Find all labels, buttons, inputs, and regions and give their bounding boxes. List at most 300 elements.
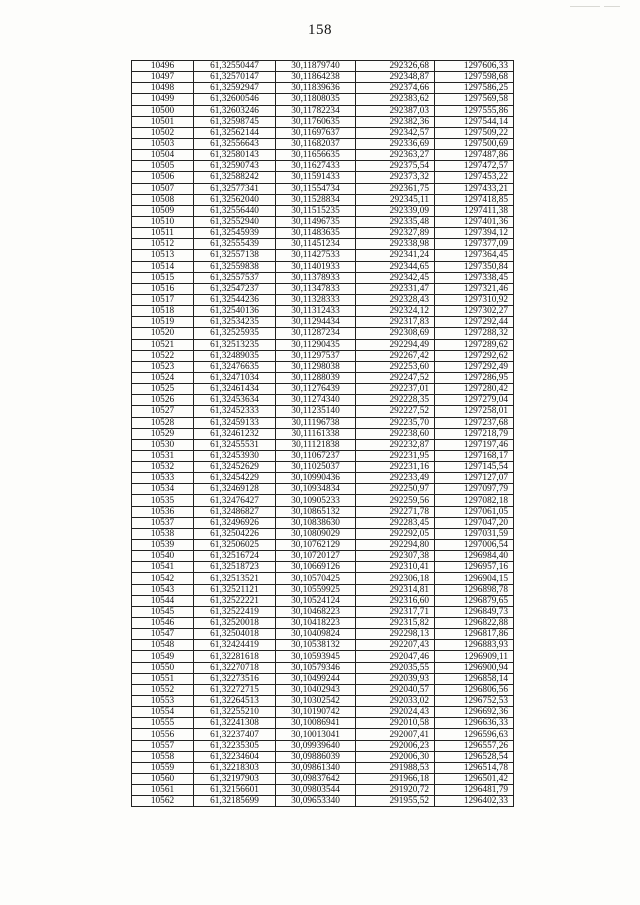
table-row — [132, 116, 514, 127]
x-coordinate-cell: 292315,82 — [356, 618, 435, 629]
latitude-cell: 61,32496926 — [194, 517, 276, 528]
point-number-cell: 10547 — [132, 629, 194, 640]
longitude-cell: 30,11287234 — [276, 328, 356, 339]
y-coordinate-cell: 1297569,58 — [435, 94, 514, 105]
coordinates-table-body — [132, 61, 514, 807]
latitude-cell: 61,32281618 — [194, 651, 276, 662]
y-coordinate-cell: 1297509,22 — [435, 127, 514, 138]
y-coordinate-cell: 1297321,46 — [435, 283, 514, 294]
table-row — [132, 183, 514, 194]
longitude-cell: 30,11839636 — [276, 83, 356, 94]
coordinates-table — [131, 60, 514, 807]
longitude-cell: 30,11864238 — [276, 72, 356, 83]
latitude-cell: 61,32556643 — [194, 138, 276, 149]
longitude-cell: 30,11294434 — [276, 317, 356, 328]
latitude-cell: 61,32518723 — [194, 562, 276, 573]
longitude-cell: 30,10538132 — [276, 640, 356, 651]
x-coordinate-cell: 292310,41 — [356, 562, 435, 573]
longitude-cell: 30,11483635 — [276, 228, 356, 239]
longitude-cell: 30,11312433 — [276, 306, 356, 317]
x-coordinate-cell: 292316,60 — [356, 595, 435, 606]
x-coordinate-cell: 292231,95 — [356, 450, 435, 461]
table-row — [132, 562, 514, 573]
point-number-cell: 10551 — [132, 673, 194, 684]
y-coordinate-cell: 1296402,33 — [435, 796, 514, 807]
latitude-cell: 61,32476427 — [194, 495, 276, 506]
latitude-cell: 61,32559838 — [194, 261, 276, 272]
latitude-cell: 61,32540136 — [194, 306, 276, 317]
latitude-cell: 61,32469128 — [194, 484, 276, 495]
table-row — [132, 696, 514, 707]
point-number-cell: 10510 — [132, 216, 194, 227]
table-row — [132, 484, 514, 495]
longitude-cell: 30,10086941 — [276, 718, 356, 729]
latitude-cell: 61,32603246 — [194, 105, 276, 116]
y-coordinate-cell: 1297453,22 — [435, 172, 514, 183]
latitude-cell: 61,32555439 — [194, 239, 276, 250]
point-number-cell: 10523 — [132, 361, 194, 372]
point-number-cell: 10506 — [132, 172, 194, 183]
point-number-cell: 10512 — [132, 239, 194, 250]
x-coordinate-cell: 292363,27 — [356, 150, 435, 161]
latitude-cell: 61,32264513 — [194, 696, 276, 707]
latitude-cell: 61,32577341 — [194, 183, 276, 194]
point-number-cell: 10536 — [132, 506, 194, 517]
latitude-cell: 61,32185699 — [194, 796, 276, 807]
point-number-cell: 10520 — [132, 328, 194, 339]
y-coordinate-cell: 1296481,79 — [435, 785, 514, 796]
latitude-cell: 61,32270718 — [194, 662, 276, 673]
x-coordinate-cell: 292361,75 — [356, 183, 435, 194]
point-number-cell: 10553 — [132, 696, 194, 707]
x-coordinate-cell: 292314,81 — [356, 584, 435, 595]
longitude-cell: 30,11451234 — [276, 239, 356, 250]
longitude-cell: 30,09653340 — [276, 796, 356, 807]
x-coordinate-cell: 292324,12 — [356, 306, 435, 317]
longitude-cell: 30,10524124 — [276, 595, 356, 606]
x-coordinate-cell: 292335,48 — [356, 216, 435, 227]
x-coordinate-cell: 292259,56 — [356, 495, 435, 506]
y-coordinate-cell: 1296883,93 — [435, 640, 514, 651]
y-coordinate-cell: 1296514,78 — [435, 762, 514, 773]
y-coordinate-cell: 1296822,88 — [435, 618, 514, 629]
table-row — [132, 150, 514, 161]
table-row — [132, 606, 514, 617]
point-number-cell: 10519 — [132, 317, 194, 328]
table-row — [132, 439, 514, 450]
longitude-cell: 30,10190742 — [276, 707, 356, 718]
latitude-cell: 61,32521121 — [194, 584, 276, 595]
longitude-cell: 30,10418223 — [276, 618, 356, 629]
y-coordinate-cell: 1296849,73 — [435, 606, 514, 617]
latitude-cell: 61,32562144 — [194, 127, 276, 138]
x-coordinate-cell: 292298,13 — [356, 629, 435, 640]
y-coordinate-cell: 1297401,36 — [435, 216, 514, 227]
y-coordinate-cell: 1297394,12 — [435, 228, 514, 239]
x-coordinate-cell: 292267,42 — [356, 350, 435, 361]
table-row — [132, 640, 514, 651]
y-coordinate-cell: 1297006,54 — [435, 540, 514, 551]
table-row — [132, 718, 514, 729]
table-row — [132, 138, 514, 149]
point-number-cell: 10561 — [132, 785, 194, 796]
longitude-cell: 30,11591433 — [276, 172, 356, 183]
x-coordinate-cell: 292010,58 — [356, 718, 435, 729]
point-number-cell: 10529 — [132, 428, 194, 439]
y-coordinate-cell: 1297082,18 — [435, 495, 514, 506]
point-number-cell: 10501 — [132, 116, 194, 127]
table-row — [132, 317, 514, 328]
point-number-cell: 10502 — [132, 127, 194, 138]
point-number-cell: 10530 — [132, 439, 194, 450]
y-coordinate-cell: 1297292,62 — [435, 350, 514, 361]
point-number-cell: 10535 — [132, 495, 194, 506]
x-coordinate-cell: 292006,23 — [356, 740, 435, 751]
x-coordinate-cell: 292233,49 — [356, 473, 435, 484]
table-row — [132, 662, 514, 673]
point-number-cell: 10513 — [132, 250, 194, 261]
table-row — [132, 339, 514, 350]
x-coordinate-cell: 292294,49 — [356, 339, 435, 350]
y-coordinate-cell: 1297197,46 — [435, 439, 514, 450]
longitude-cell: 30,10669126 — [276, 562, 356, 573]
x-coordinate-cell: 292308,69 — [356, 328, 435, 339]
latitude-cell: 61,32452629 — [194, 462, 276, 473]
x-coordinate-cell: 292237,01 — [356, 384, 435, 395]
latitude-cell: 61,32237407 — [194, 729, 276, 740]
latitude-cell: 61,32454229 — [194, 473, 276, 484]
table-row — [132, 417, 514, 428]
table-row — [132, 72, 514, 83]
latitude-cell: 61,32522221 — [194, 595, 276, 606]
x-coordinate-cell: 292327,89 — [356, 228, 435, 239]
y-coordinate-cell: 1297598,68 — [435, 72, 514, 83]
point-number-cell: 10515 — [132, 272, 194, 283]
latitude-cell: 61,32461232 — [194, 428, 276, 439]
y-coordinate-cell: 1297289,62 — [435, 339, 514, 350]
y-coordinate-cell: 1296692,36 — [435, 707, 514, 718]
y-coordinate-cell: 1296904,15 — [435, 573, 514, 584]
longitude-cell: 30,11297537 — [276, 350, 356, 361]
x-coordinate-cell: 292024,43 — [356, 707, 435, 718]
longitude-cell: 30,11528834 — [276, 194, 356, 205]
point-number-cell: 10555 — [132, 718, 194, 729]
latitude-cell: 61,32453634 — [194, 395, 276, 406]
latitude-cell: 61,32272715 — [194, 684, 276, 695]
y-coordinate-cell: 1297145,54 — [435, 462, 514, 473]
point-number-cell: 10546 — [132, 618, 194, 629]
y-coordinate-cell: 1297487,86 — [435, 150, 514, 161]
point-number-cell: 10499 — [132, 94, 194, 105]
x-coordinate-cell: 292342,45 — [356, 272, 435, 283]
y-coordinate-cell: 1297237,68 — [435, 417, 514, 428]
y-coordinate-cell: 1297606,33 — [435, 61, 514, 72]
point-number-cell: 10548 — [132, 640, 194, 651]
longitude-cell: 30,11328333 — [276, 294, 356, 305]
y-coordinate-cell: 1297411,38 — [435, 205, 514, 216]
table-row — [132, 595, 514, 606]
longitude-cell: 30,11496735 — [276, 216, 356, 227]
x-coordinate-cell: 292348,87 — [356, 72, 435, 83]
table-row — [132, 395, 514, 406]
table-row — [132, 294, 514, 305]
table-row — [132, 584, 514, 595]
latitude-cell: 61,32562040 — [194, 194, 276, 205]
x-coordinate-cell: 292307,38 — [356, 551, 435, 562]
latitude-cell: 61,32234604 — [194, 751, 276, 762]
longitude-cell: 30,10593945 — [276, 651, 356, 662]
table-row — [132, 194, 514, 205]
point-number-cell: 10557 — [132, 740, 194, 751]
latitude-cell: 61,32550447 — [194, 61, 276, 72]
latitude-cell: 61,32453930 — [194, 450, 276, 461]
point-number-cell: 10516 — [132, 283, 194, 294]
longitude-cell: 30,09886039 — [276, 751, 356, 762]
latitude-cell: 61,32552940 — [194, 216, 276, 227]
point-number-cell: 10537 — [132, 517, 194, 528]
x-coordinate-cell: 292035,55 — [356, 662, 435, 673]
x-coordinate-cell: 292039,93 — [356, 673, 435, 684]
x-coordinate-cell: 292250,97 — [356, 484, 435, 495]
longitude-cell: 30,11401933 — [276, 261, 356, 272]
table-row — [132, 495, 514, 506]
table-row — [132, 172, 514, 183]
y-coordinate-cell: 1297097,79 — [435, 484, 514, 495]
table-row — [132, 729, 514, 740]
longitude-cell: 30,11288039 — [276, 372, 356, 383]
point-number-cell: 10533 — [132, 473, 194, 484]
table-row — [132, 406, 514, 417]
latitude-cell: 61,32547237 — [194, 283, 276, 294]
longitude-cell: 30,10402943 — [276, 684, 356, 695]
table-row — [132, 216, 514, 227]
latitude-cell: 61,32600546 — [194, 94, 276, 105]
latitude-cell: 61,32557138 — [194, 250, 276, 261]
x-coordinate-cell: 292207,43 — [356, 640, 435, 651]
table-row — [132, 350, 514, 361]
y-coordinate-cell: 1296636,33 — [435, 718, 514, 729]
x-coordinate-cell: 292339,09 — [356, 205, 435, 216]
table-row — [132, 528, 514, 539]
longitude-cell: 30,10838630 — [276, 517, 356, 528]
point-number-cell: 10503 — [132, 138, 194, 149]
y-coordinate-cell: 1296557,26 — [435, 740, 514, 751]
table-row — [132, 796, 514, 807]
y-coordinate-cell: 1297472,57 — [435, 161, 514, 172]
y-coordinate-cell: 1296501,42 — [435, 774, 514, 785]
point-number-cell: 10514 — [132, 261, 194, 272]
point-number-cell: 10542 — [132, 573, 194, 584]
point-number-cell: 10496 — [132, 61, 194, 72]
latitude-cell: 61,32235305 — [194, 740, 276, 751]
x-coordinate-cell: 292375,54 — [356, 161, 435, 172]
latitude-cell: 61,32455531 — [194, 439, 276, 450]
latitude-cell: 61,32452333 — [194, 406, 276, 417]
x-coordinate-cell: 292294,80 — [356, 540, 435, 551]
y-coordinate-cell: 1297302,27 — [435, 306, 514, 317]
latitude-cell: 61,32545939 — [194, 228, 276, 239]
table-row — [132, 161, 514, 172]
longitude-cell: 30,10302542 — [276, 696, 356, 707]
longitude-cell: 30,11067237 — [276, 450, 356, 461]
y-coordinate-cell: 1297544,14 — [435, 116, 514, 127]
y-coordinate-cell: 1296909,11 — [435, 651, 514, 662]
latitude-cell: 61,32218303 — [194, 762, 276, 773]
x-coordinate-cell: 292317,71 — [356, 606, 435, 617]
longitude-cell: 30,11682037 — [276, 138, 356, 149]
table-row — [132, 384, 514, 395]
longitude-cell: 30,10559925 — [276, 584, 356, 595]
longitude-cell: 30,10865132 — [276, 506, 356, 517]
y-coordinate-cell: 1297061,05 — [435, 506, 514, 517]
y-coordinate-cell: 1296879,65 — [435, 595, 514, 606]
y-coordinate-cell: 1297258,01 — [435, 406, 514, 417]
y-coordinate-cell: 1297418,85 — [435, 194, 514, 205]
longitude-cell: 30,10905233 — [276, 495, 356, 506]
latitude-cell: 61,32534235 — [194, 317, 276, 328]
y-coordinate-cell: 1296984,40 — [435, 551, 514, 562]
y-coordinate-cell: 1296806,56 — [435, 684, 514, 695]
longitude-cell: 30,10809029 — [276, 528, 356, 539]
longitude-cell: 30,10499244 — [276, 673, 356, 684]
x-coordinate-cell: 292231,16 — [356, 462, 435, 473]
latitude-cell: 61,32590743 — [194, 161, 276, 172]
y-coordinate-cell: 1297031,59 — [435, 528, 514, 539]
point-number-cell: 10562 — [132, 796, 194, 807]
point-number-cell: 10524 — [132, 372, 194, 383]
table-row — [132, 127, 514, 138]
latitude-cell: 61,32486827 — [194, 506, 276, 517]
latitude-cell: 61,32513521 — [194, 573, 276, 584]
y-coordinate-cell: 1296596,63 — [435, 729, 514, 740]
latitude-cell: 61,32592947 — [194, 83, 276, 94]
x-coordinate-cell: 292344,65 — [356, 261, 435, 272]
latitude-cell: 61,32513235 — [194, 339, 276, 350]
table-row — [132, 283, 514, 294]
table-row — [132, 228, 514, 239]
point-number-cell: 10550 — [132, 662, 194, 673]
point-number-cell: 10532 — [132, 462, 194, 473]
table-row — [132, 651, 514, 662]
latitude-cell: 61,32520018 — [194, 618, 276, 629]
x-coordinate-cell: 292326,68 — [356, 61, 435, 72]
latitude-cell: 61,32197903 — [194, 774, 276, 785]
y-coordinate-cell: 1296957,16 — [435, 562, 514, 573]
x-coordinate-cell: 292238,60 — [356, 428, 435, 439]
y-coordinate-cell: 1297279,04 — [435, 395, 514, 406]
latitude-cell: 61,32557537 — [194, 272, 276, 283]
point-number-cell: 10521 — [132, 339, 194, 350]
table-row — [132, 473, 514, 484]
y-coordinate-cell: 1297292,49 — [435, 361, 514, 372]
point-number-cell: 10554 — [132, 707, 194, 718]
point-number-cell: 10531 — [132, 450, 194, 461]
latitude-cell: 61,32544236 — [194, 294, 276, 305]
x-coordinate-cell: 292387,03 — [356, 105, 435, 116]
latitude-cell: 61,32156601 — [194, 785, 276, 796]
y-coordinate-cell: 1297168,17 — [435, 450, 514, 461]
longitude-cell: 30,10013041 — [276, 729, 356, 740]
longitude-cell: 30,11196738 — [276, 417, 356, 428]
point-number-cell: 10560 — [132, 774, 194, 785]
y-coordinate-cell: 1296752,53 — [435, 696, 514, 707]
table-row — [132, 540, 514, 551]
table-row — [132, 61, 514, 72]
x-coordinate-cell: 292006,30 — [356, 751, 435, 762]
x-coordinate-cell: 292345,11 — [356, 194, 435, 205]
point-number-cell: 10545 — [132, 606, 194, 617]
latitude-cell: 61,32516724 — [194, 551, 276, 562]
latitude-cell: 61,32504226 — [194, 528, 276, 539]
table-row — [132, 205, 514, 216]
x-coordinate-cell: 292228,35 — [356, 395, 435, 406]
table-row — [132, 506, 514, 517]
point-number-cell: 10539 — [132, 540, 194, 551]
scan-mark — [570, 6, 600, 7]
y-coordinate-cell: 1296528,54 — [435, 751, 514, 762]
point-number-cell: 10525 — [132, 384, 194, 395]
table-row — [132, 573, 514, 584]
point-number-cell: 10556 — [132, 729, 194, 740]
table-row — [132, 751, 514, 762]
longitude-cell: 30,10570425 — [276, 573, 356, 584]
table-row — [132, 785, 514, 796]
y-coordinate-cell: 1297286,95 — [435, 372, 514, 383]
x-coordinate-cell: 291988,53 — [356, 762, 435, 773]
latitude-cell: 61,32273516 — [194, 673, 276, 684]
point-number-cell: 10540 — [132, 551, 194, 562]
point-number-cell: 10544 — [132, 595, 194, 606]
longitude-cell: 30,09861340 — [276, 762, 356, 773]
y-coordinate-cell: 1296898,78 — [435, 584, 514, 595]
table-row — [132, 740, 514, 751]
y-coordinate-cell: 1297350,84 — [435, 261, 514, 272]
longitude-cell: 30,11427533 — [276, 250, 356, 261]
table-row — [132, 450, 514, 461]
point-number-cell: 10549 — [132, 651, 194, 662]
longitude-cell: 30,11656635 — [276, 150, 356, 161]
x-coordinate-cell: 292271,78 — [356, 506, 435, 517]
point-number-cell: 10527 — [132, 406, 194, 417]
latitude-cell: 61,32255210 — [194, 707, 276, 718]
table-row — [132, 629, 514, 640]
table-row — [132, 517, 514, 528]
point-number-cell: 10500 — [132, 105, 194, 116]
latitude-cell: 61,32461434 — [194, 384, 276, 395]
x-coordinate-cell: 292040,57 — [356, 684, 435, 695]
x-coordinate-cell: 292373,32 — [356, 172, 435, 183]
latitude-cell: 61,32506025 — [194, 540, 276, 551]
y-coordinate-cell: 1297500,69 — [435, 138, 514, 149]
point-number-cell: 10509 — [132, 205, 194, 216]
longitude-cell: 30,10468223 — [276, 606, 356, 617]
longitude-cell: 30,11235140 — [276, 406, 356, 417]
longitude-cell: 30,11879740 — [276, 61, 356, 72]
table-row — [132, 239, 514, 250]
point-number-cell: 10508 — [132, 194, 194, 205]
point-number-cell: 10528 — [132, 417, 194, 428]
y-coordinate-cell: 1297292,44 — [435, 317, 514, 328]
y-coordinate-cell: 1297364,45 — [435, 250, 514, 261]
x-coordinate-cell: 292336,69 — [356, 138, 435, 149]
longitude-cell: 30,11347833 — [276, 283, 356, 294]
latitude-cell: 61,32241308 — [194, 718, 276, 729]
y-coordinate-cell: 1297433,21 — [435, 183, 514, 194]
y-coordinate-cell: 1297586,25 — [435, 83, 514, 94]
table-row — [132, 774, 514, 785]
point-number-cell: 10497 — [132, 72, 194, 83]
latitude-cell: 61,32504018 — [194, 629, 276, 640]
